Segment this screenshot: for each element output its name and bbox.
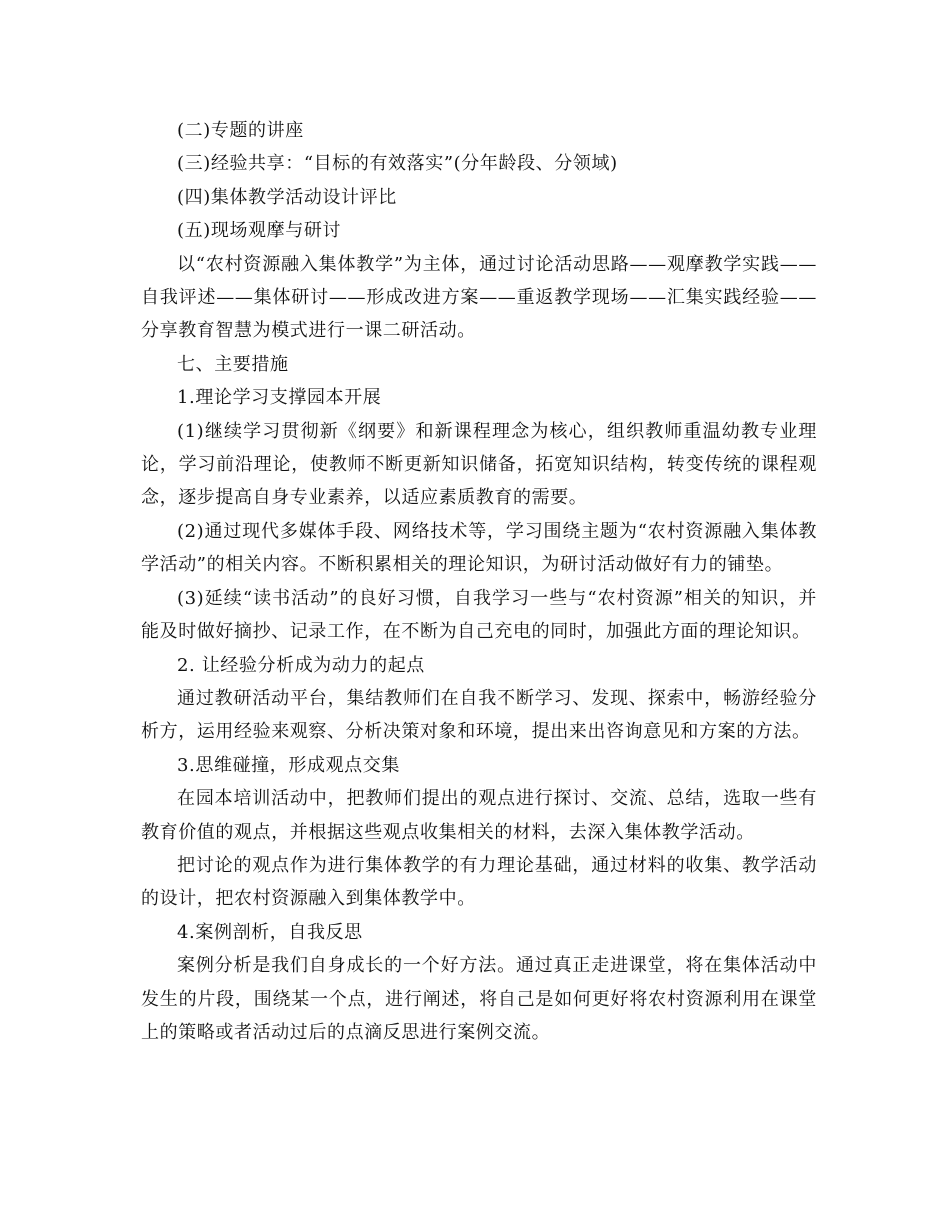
paragraph-design-contest: (四)集体教学活动设计评比 [177,186,397,208]
paragraph-thinking-collision-2: 把讨论的观点作为进行集体教学的有力理论基础，通过材料的收集、教学活动的设计，把农村资源融入到集体教学中。 [141,854,817,910]
document-body [141,114,817,1049]
subheading-thinking-collision: 3.思维碰撞，形成观点交集 [177,754,400,776]
paragraph-lecture: (二)专题的讲座 [177,120,304,141]
paragraph-case-analysis: 案例分析是我们自身成长的一个好方法。通过真正走进课堂，将在集体活动中发生的片段，围绕某一个点，进行阐述，将自己是如何更好将农村资源利用在课堂上的策略或者活动过后的点滴反思进行案例交流。 [141,955,817,1043]
paragraph-experience-analysis: 通过教研活动平台，集结教师们在自我不断学习、发现、探索中，畅游经验分析方，运用经验来观察、分析决策对象和环境，提出来出咨询意见和方案的方法。 [141,687,817,743]
section-heading-measures: 七、主要措施 [177,353,289,375]
paragraph-theory-2: (2)通过现代多媒体手段、网络技术等，学习围绕主题为“农村资源融入集体教学活动”的相关内容。不断积累相关的理论知识，为研讨活动做好有力的铺垫。 [141,520,817,576]
paragraph-theory-1: (1)继续学习贯彻新《纲要》和新课程理念为核心，组织教师重温幼教专业理论，学习前沿理论，使教师不断更新知识储备，拓宽知识结构，转变传统的课程观念，逐步提高自身专业素养，以适应素质教育的需要。 [141,420,817,509]
paragraph-onsite-observation: (五)现场观摩与研讨 [177,220,342,242]
paragraph-thinking-collision-1: 在园本培训活动中，把教师们提出的观点进行探讨、交流、总结，选取一些有教育价值的观点，并根据这些观点收集相关的材料，去深入集体教学活动。 [141,788,817,843]
paragraph-research-mode: 以“农村资源融入集体教学”为主体，通过讨论活动思路——观摩教学实践——自我评述——集体研讨——形成改进方案——重返教学现场——汇集实践经验——分享教育智慧为模式进行一课二研活动。 [141,253,817,342]
paragraph-experience-sharing: (三)经验共享：“目标的有效落实”(分年龄段、分领域) [177,153,618,175]
subheading-theory-study: 1.理论学习支撑园本开展 [177,387,382,409]
paragraph-theory-3: (3)延续“读书活动”的良好习惯，自我学习一些与“农村资源”相关的知识，并能及时做好摘抄、记录工作，在不断为自己充电的同时，加强此方面的理论知识。 [141,587,817,643]
subheading-experience-analysis: 2. 让经验分析成为动力的起点 [177,654,425,676]
subheading-case-analysis: 4.案例剖析，自我反思 [177,921,363,943]
